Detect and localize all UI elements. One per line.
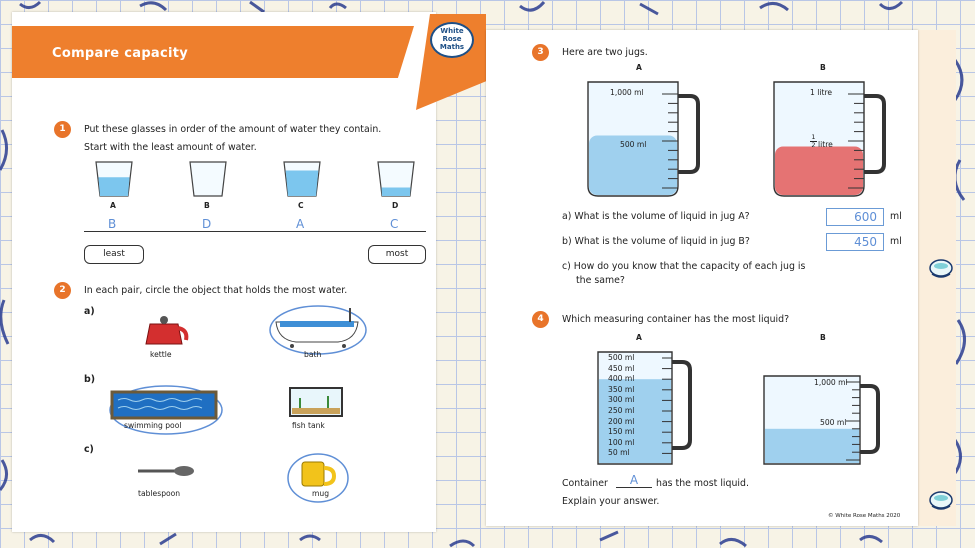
container-b-mid-mark: 500 ml xyxy=(820,418,847,427)
q3a-unit: ml xyxy=(890,211,902,222)
q2-prompt: In each pair, circle the object that holds the most water. xyxy=(84,285,348,296)
q4-prompt: Which measuring container has the most liquid? xyxy=(562,314,790,325)
worksheet-page-right xyxy=(486,30,918,526)
q3b-answer[interactable]: 450 xyxy=(826,233,884,251)
order-answer-2[interactable]: D xyxy=(202,217,212,231)
question-2-number: 2 xyxy=(54,282,71,299)
fish-tank-label: fish tank xyxy=(292,421,325,430)
glass-water xyxy=(98,177,129,196)
glass-water xyxy=(382,188,411,197)
container-answer[interactable]: A xyxy=(616,473,652,488)
least-label: least xyxy=(84,245,144,264)
scale-a-mark: 100 ml xyxy=(608,437,635,447)
glass-water xyxy=(286,171,319,197)
q3a-text: a) What is the volume of liquid in jug A? xyxy=(562,211,750,222)
container-b-liquid xyxy=(765,429,859,463)
q3b-unit: ml xyxy=(890,236,902,247)
container-a-label: A xyxy=(636,333,642,342)
bath-icon xyxy=(268,302,368,356)
scale-a-mark: 250 ml xyxy=(608,406,635,415)
q1-prompt-line1: Put these glasses in order of the amount of water they contain. xyxy=(84,124,382,135)
jug-a-top-mark: 1,000 ml xyxy=(610,88,644,97)
order-answer-4[interactable]: C xyxy=(390,217,399,231)
fish-tank-icon xyxy=(288,386,344,418)
scale-a-mark: 450 ml xyxy=(608,363,635,373)
question-1-number: 1 xyxy=(54,121,71,138)
glass-d-icon xyxy=(376,160,416,198)
order-answer-1[interactable]: B xyxy=(108,217,117,231)
q3c-line2: the same? xyxy=(576,275,625,286)
kettle-icon xyxy=(142,312,190,348)
jug-b-mid-mark: litre xyxy=(818,140,833,149)
q3c-line1: c) How do you know that the capacity of each jug is xyxy=(562,261,806,272)
mug-label: mug xyxy=(312,489,330,498)
glass-a-icon xyxy=(94,160,134,198)
q2-part-a-label: a) xyxy=(84,306,95,317)
jug-b-top-mark: 1 litre xyxy=(810,88,833,97)
scale-a-mark: 300 ml xyxy=(608,395,635,405)
most-label: most xyxy=(368,245,426,264)
glass-c-label: C xyxy=(298,201,304,210)
glass-d-label: D xyxy=(392,201,399,210)
teacup-icon-2[interactable] xyxy=(928,490,954,512)
glass-c-icon xyxy=(282,160,322,198)
page-title: Compare capacity xyxy=(52,46,189,61)
q2-part-c-label: c) xyxy=(84,444,94,455)
scale-a-mark: 500 ml xyxy=(608,353,635,362)
order-line xyxy=(84,231,426,232)
explain-prompt: Explain your answer. xyxy=(562,496,660,507)
scale-a-mark: 50 ml xyxy=(608,448,630,458)
kettle-label: kettle xyxy=(150,350,172,359)
jug-a-label: A xyxy=(636,63,642,72)
glass-b-icon xyxy=(188,160,228,198)
teacup-icon[interactable] xyxy=(928,258,954,280)
copyright: © White Rose Maths 2020 xyxy=(828,513,901,519)
tablespoon-label: tablespoon xyxy=(138,489,181,498)
container-sentence-suffix: has the most liquid. xyxy=(656,478,749,489)
glass-a-label: A xyxy=(110,201,116,210)
tablespoon-icon xyxy=(136,464,196,478)
q1-prompt-line2: Start with the least amount of water. xyxy=(84,142,257,153)
glass-b-label: B xyxy=(204,201,210,210)
worksheet-page-left xyxy=(12,12,436,532)
scale-a-mark: 150 ml xyxy=(608,427,635,437)
scale-a-mark: 200 ml xyxy=(608,416,635,426)
container-b-top-mark: 1,000 ml xyxy=(814,378,848,387)
container-b-label: B xyxy=(820,333,826,342)
order-answer-3[interactable]: A xyxy=(296,217,305,231)
half-denominator: 2 xyxy=(811,141,816,149)
white-rose-maths-logo: White Rose Maths xyxy=(430,22,474,58)
q3-prompt: Here are two jugs. xyxy=(562,47,648,58)
jug-b-half-fraction xyxy=(810,134,817,149)
jug-b-label: B xyxy=(820,63,826,72)
swimming-pool-label: swimming pool xyxy=(124,421,182,430)
scale-a-mark: 350 ml xyxy=(608,384,635,394)
jug-a-mid-mark: 500 ml xyxy=(620,140,647,149)
q3a-answer[interactable]: 600 xyxy=(826,208,884,226)
half-numerator: 1 xyxy=(811,133,816,141)
q3b-text: b) What is the volume of liquid in jug B? xyxy=(562,236,750,247)
scale-a-mark: 400 ml xyxy=(608,374,635,384)
question-3-number: 3 xyxy=(532,44,549,61)
question-4-number: 4 xyxy=(532,311,549,328)
bath-label: bath xyxy=(304,350,322,359)
container-sentence-prefix: Container xyxy=(562,478,608,489)
q2-part-b-label: b) xyxy=(84,374,95,385)
